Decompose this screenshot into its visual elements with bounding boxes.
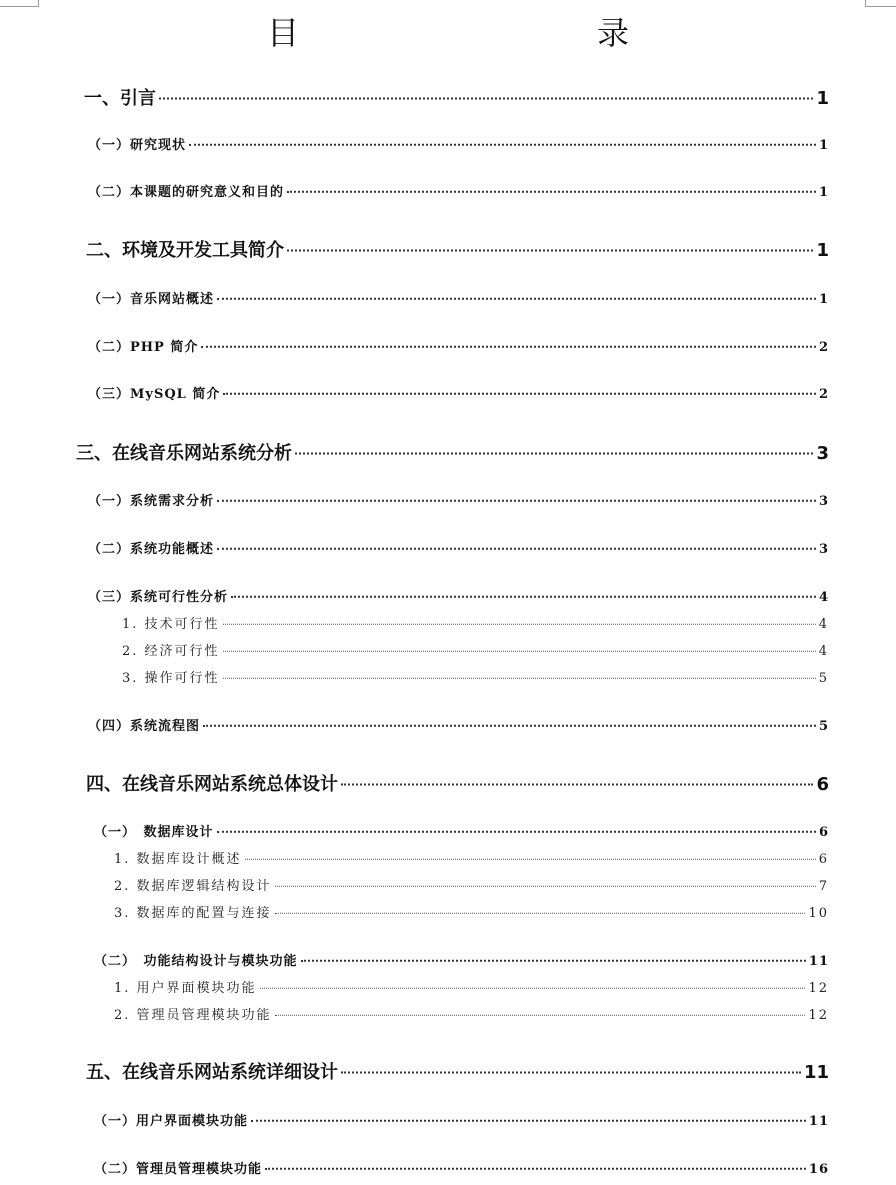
toc-page-number: 12	[808, 1008, 829, 1023]
leader-dots	[341, 766, 813, 786]
toc-page-number: 1	[816, 240, 829, 261]
toc-entry-section[interactable]	[88, 383, 829, 402]
toc-page-number: 11	[808, 954, 829, 969]
toc-entry-text: 1. 用户界面模块功能	[114, 981, 257, 996]
toc-entry-chapter-3[interactable]	[76, 439, 829, 465]
toc-page-number: 6	[816, 774, 829, 795]
toc-page-number: 4	[818, 617, 829, 632]
toc-entry-text: 2. 管理员管理模块功能	[114, 1008, 272, 1023]
toc-entry-section[interactable]	[88, 586, 829, 605]
toc-page-number: 3	[818, 494, 829, 509]
toc-entry-section[interactable]	[94, 1158, 829, 1177]
toc-page-number: 4	[818, 590, 829, 605]
toc-entry-section[interactable]	[88, 490, 829, 509]
leader-dots	[341, 1054, 801, 1074]
toc-page-number: 11	[803, 1062, 829, 1083]
leader-dots	[223, 380, 816, 395]
toc-entry-subsection[interactable]	[114, 1004, 829, 1023]
leader-dots	[260, 975, 806, 989]
toc-entry-text: （四）系统流程图	[88, 719, 201, 734]
leader-dots	[223, 638, 816, 652]
toc-entry-text: 五、在线音乐网站系统详细设计	[86, 1062, 338, 1083]
leader-dots	[265, 1155, 806, 1170]
toc-entry-section[interactable]	[88, 336, 829, 355]
toc-entry-section[interactable]	[88, 181, 829, 200]
toc-entry-text: （二）管理员管理模块功能	[94, 1162, 263, 1177]
toc-entry-subsection[interactable]	[122, 667, 829, 686]
toc-entry-text: 3. 数据库的配置与连接	[114, 906, 272, 921]
toc-page-number: 4	[818, 644, 829, 659]
toc-entry-section[interactable]	[88, 134, 829, 153]
toc-page-number: 1	[818, 185, 829, 200]
leader-dots	[301, 947, 806, 962]
toc-page-number: 5	[818, 671, 829, 686]
toc-entry-section[interactable]	[94, 1110, 829, 1129]
toc-entry-section[interactable]	[94, 950, 829, 969]
toc-entry-text: 1. 数据库设计概述	[114, 852, 242, 867]
toc-entry-text: （二）本课题的研究意义和目的	[88, 185, 285, 200]
toc-page-number: 11	[808, 1114, 829, 1129]
leader-dots	[217, 818, 816, 833]
toc-page-number: 12	[808, 981, 829, 996]
leader-dots	[275, 900, 806, 914]
leader-dots	[217, 535, 816, 550]
leader-dots	[287, 178, 816, 193]
toc-entry-text: 1. 技术可行性	[122, 617, 220, 632]
toc-entry-text: 三、在线音乐网站系统分析	[76, 443, 292, 464]
toc-entry-subsection[interactable]	[122, 613, 829, 632]
leader-dots	[217, 487, 816, 502]
toc-page-number: 2	[818, 340, 829, 355]
toc-entry-text: （三）系统可行性分析	[88, 590, 229, 605]
toc-page-number: 10	[808, 906, 829, 921]
toc-entry-subsection[interactable]	[114, 977, 829, 996]
leader-dots	[287, 232, 813, 252]
toc-entry-chapter-2[interactable]	[86, 236, 829, 262]
toc-page-number: 5	[818, 719, 829, 734]
toc-entry-subsection[interactable]	[122, 640, 829, 659]
toc-entry-subsection[interactable]	[114, 848, 829, 867]
toc-entry-chapter-4[interactable]	[86, 770, 829, 796]
leader-dots	[203, 712, 816, 727]
toc-entry-chapter-1[interactable]	[84, 84, 829, 110]
toc-entry-text: （一） 数据库设计	[94, 825, 214, 840]
toc-page-number: 2	[818, 387, 829, 402]
toc-entry-text: （一）用户界面模块功能	[94, 1114, 249, 1129]
leader-dots	[231, 583, 816, 598]
leader-dots	[189, 131, 816, 146]
toc-title: 目 录	[266, 14, 707, 52]
toc-entry-text: 2. 经济可行性	[122, 644, 220, 659]
leader-dots	[217, 285, 816, 300]
leader-dots	[223, 611, 816, 625]
leader-dots	[295, 435, 813, 455]
toc-page-number: 3	[816, 443, 829, 464]
toc-page-number: 6	[818, 852, 829, 867]
leader-dots	[159, 80, 813, 100]
toc-page-number: 7	[818, 879, 829, 894]
toc-page-number: 6	[818, 825, 829, 840]
toc-entry-chapter-5[interactable]	[86, 1058, 829, 1084]
leader-dots	[201, 333, 816, 348]
toc-entry-section[interactable]	[88, 715, 829, 734]
toc-entry-text: （二） 功能结构设计与模块功能	[94, 954, 298, 969]
toc-entry-text: （一）研究现状	[88, 138, 187, 153]
leader-dots	[275, 1002, 806, 1016]
toc-entry-section[interactable]	[88, 288, 829, 307]
toc-entry-text: （二）PHP 简介	[88, 340, 199, 355]
toc-page-number: 1	[818, 138, 829, 153]
leader-dots	[223, 665, 816, 679]
leader-dots	[275, 873, 816, 887]
toc-entry-text: （三）MySQL 简介	[88, 387, 221, 402]
toc-entry-text: 二、环境及开发工具简介	[86, 240, 284, 261]
leader-dots	[251, 1107, 806, 1122]
toc-entry-text: （二）系统功能概述	[88, 542, 215, 557]
toc-entry-text: （一）音乐网站概述	[88, 292, 215, 307]
leader-dots	[245, 846, 816, 860]
toc-entry-text: 3. 操作可行性	[122, 671, 220, 686]
toc-entry-section[interactable]	[88, 538, 829, 557]
toc-page-number: 1	[818, 292, 829, 307]
toc-page-number: 3	[818, 542, 829, 557]
toc-entry-subsection[interactable]	[114, 875, 829, 894]
toc-entry-text: 四、在线音乐网站系统总体设计	[86, 774, 338, 795]
toc-entry-text: 2. 数据库逻辑结构设计	[114, 879, 272, 894]
toc-entry-section[interactable]	[94, 821, 829, 840]
toc-entry-subsection[interactable]	[114, 902, 829, 921]
toc-entry-text: （一）系统需求分析	[88, 494, 215, 509]
toc-entry-text: 一、引言	[84, 88, 156, 109]
toc-page-number: 1	[816, 88, 829, 109]
toc-page-number: 16	[808, 1162, 829, 1177]
